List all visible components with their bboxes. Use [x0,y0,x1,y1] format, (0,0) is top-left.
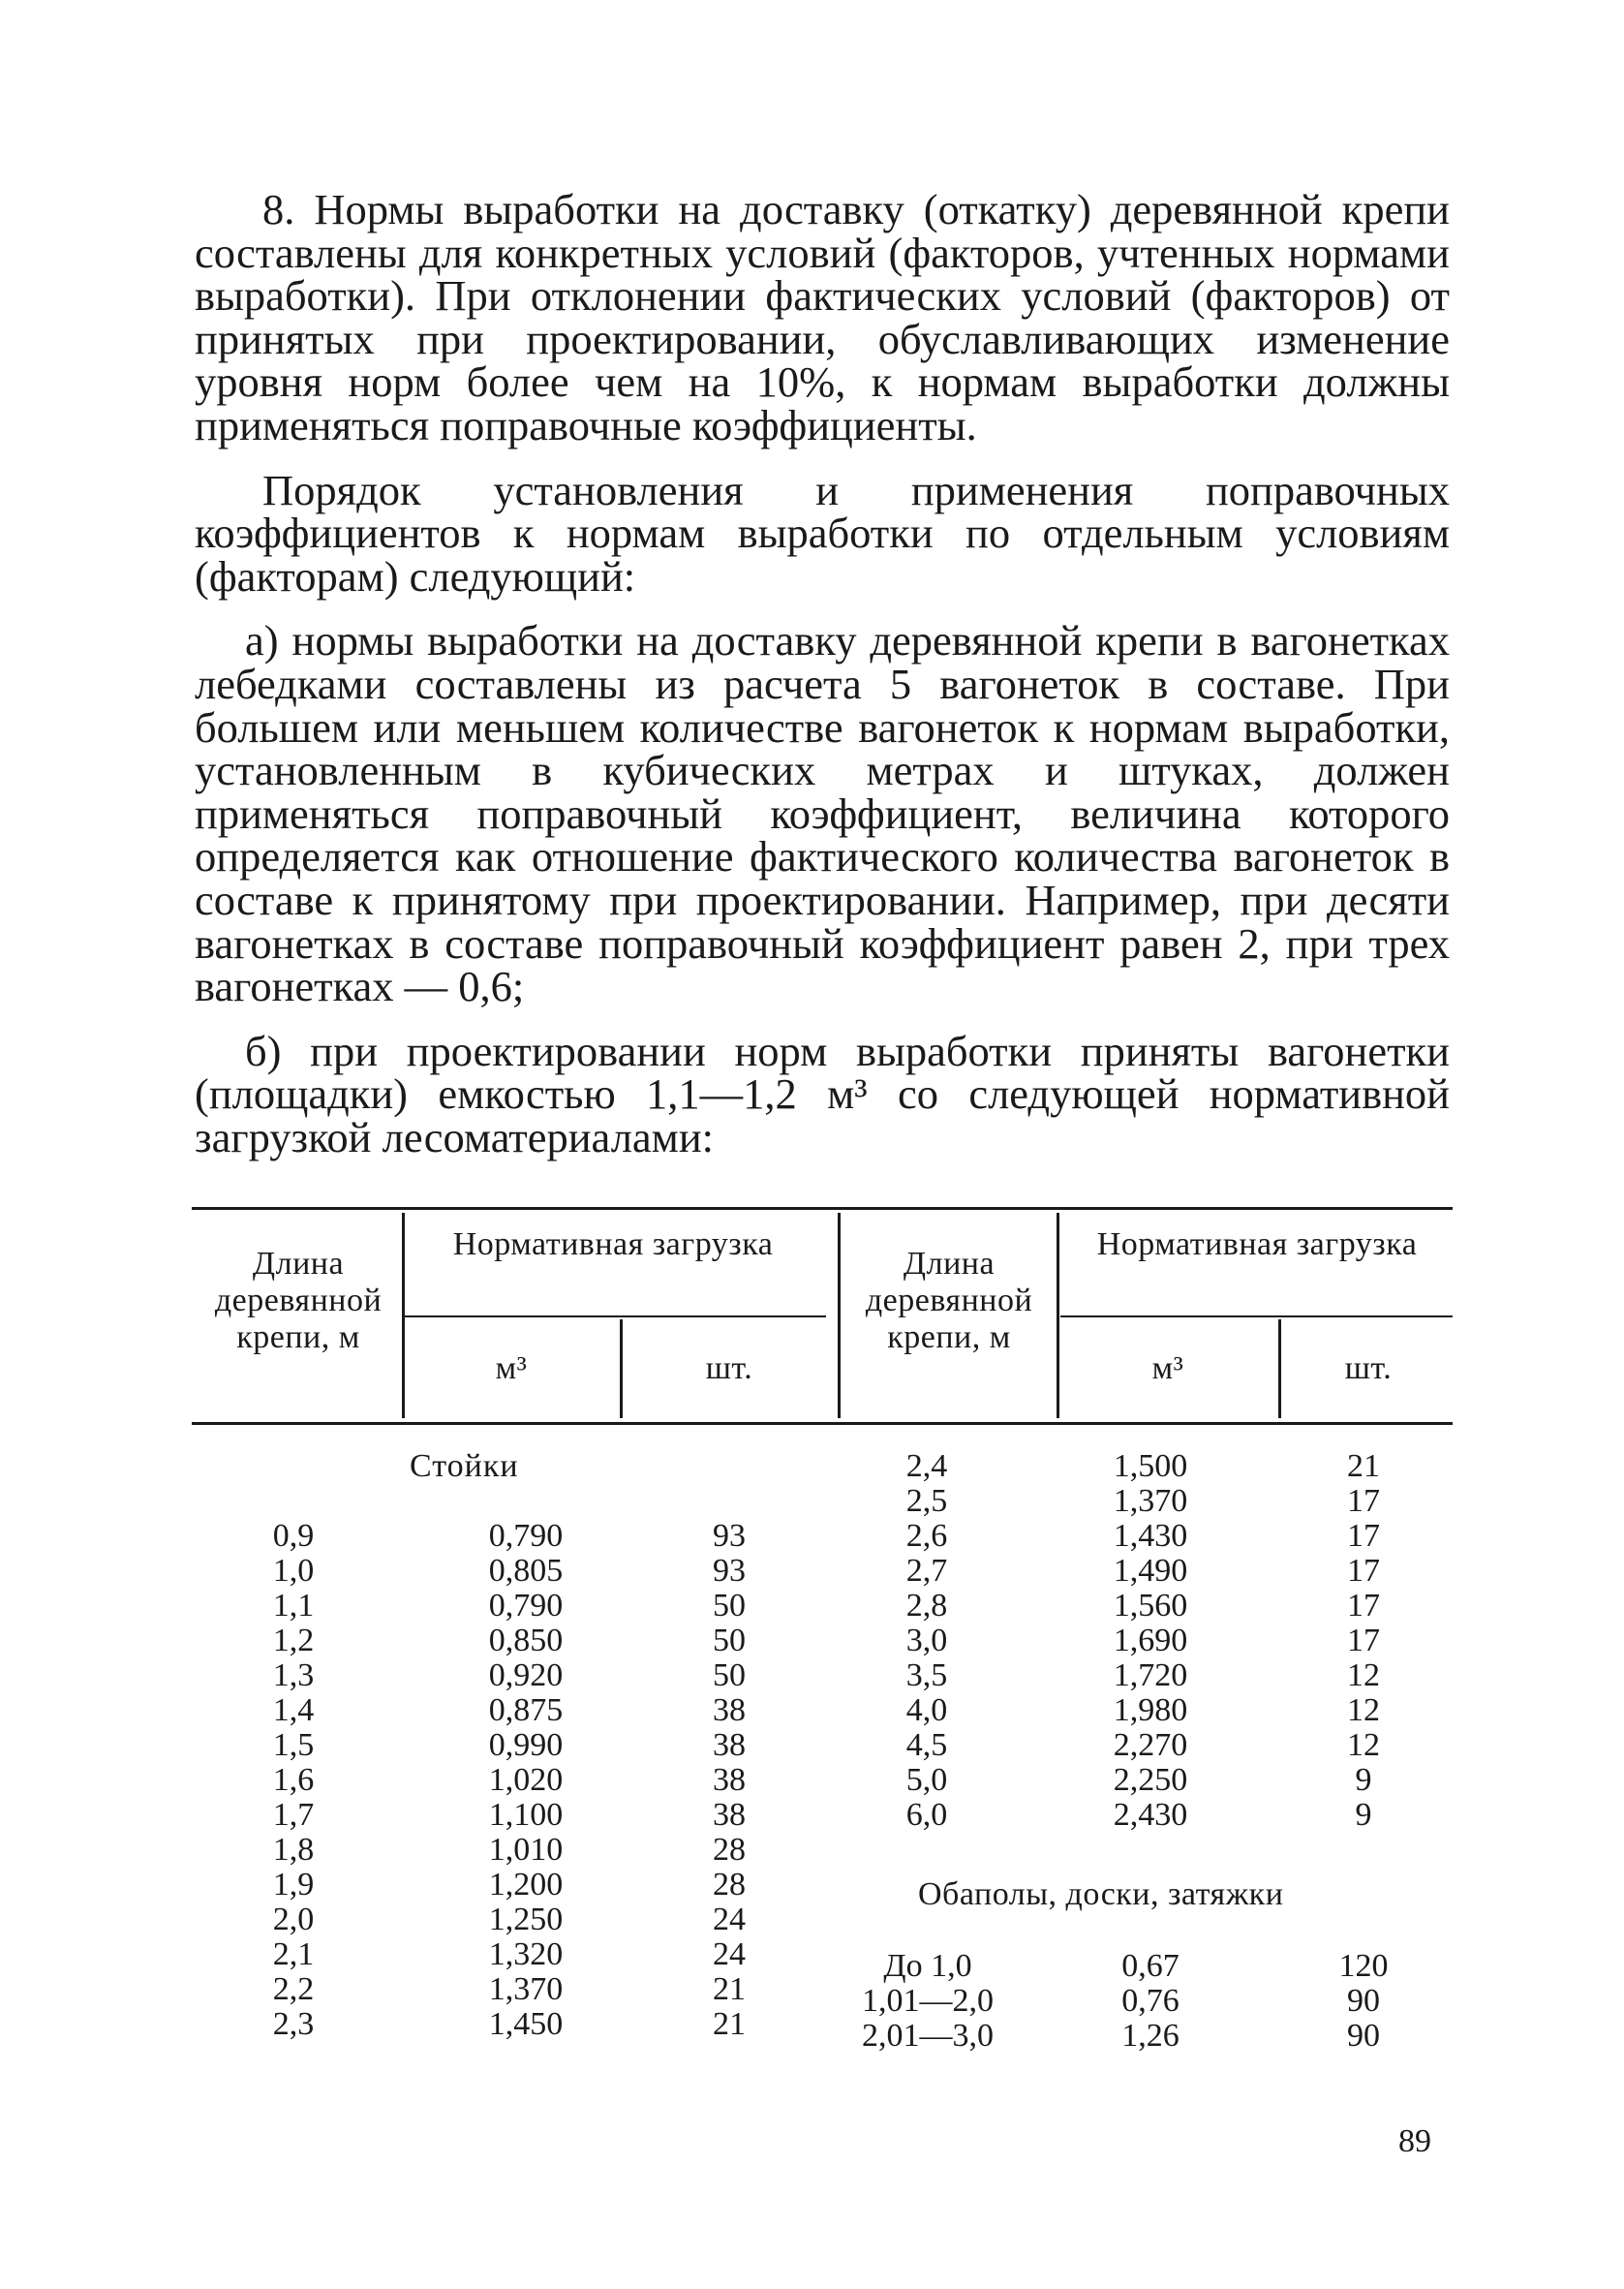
table-cell: 90 [1347,1983,1380,2019]
table-cell: 0,76 [1121,1983,1180,2019]
table-cell: 2,270 [1113,1727,1188,1763]
table-cell: 1,100 [488,1797,564,1833]
header-length-left: Длина деревянной крепи, м [214,1246,383,1355]
table-cell: 0,920 [488,1657,564,1693]
table-cell: 120 [1338,1948,1389,1984]
body-text [195,185,1450,1161]
table-cell: 1,8 [272,1832,315,1868]
table-cell: 0,805 [488,1553,564,1589]
table-cell: 0,9 [272,1518,315,1554]
table-cell: До 1,0 [883,1948,972,1984]
table-cell: 12 [1347,1727,1380,1763]
left-length-column [240,1519,347,2042]
table-cell: 2,430 [1113,1797,1188,1833]
header-norm-load-left: Нормативная загрузка [452,1226,774,1262]
table-cell: 0,790 [488,1518,564,1554]
table-cell: 1,430 [1113,1518,1188,1554]
table-cell: 1,370 [1113,1483,1188,1519]
table-cell: 5,0 [905,1762,948,1798]
table-cell: 50 [713,1657,746,1693]
table-cell: 0,850 [488,1623,564,1658]
divider-3 [838,1213,841,1418]
table-cell: 12 [1347,1692,1380,1728]
table-cell: 2,250 [1113,1762,1188,1798]
table-cell: 4,0 [905,1692,948,1728]
table-cell: 90 [1347,2018,1380,2054]
table-cell: 1,250 [488,1902,564,1937]
obapoly-length-column [841,1949,1015,2054]
table-cell: 6,0 [905,1797,948,1833]
table-cell: 28 [713,1832,746,1868]
table-cell: 1,690 [1113,1623,1188,1658]
table-cell: 12 [1347,1657,1380,1693]
table-cell: 2,01—3,0 [862,2018,994,2054]
table-cell: 1,010 [488,1832,564,1868]
table-cell: 0,790 [488,1588,564,1624]
table-cell: 24 [713,1936,746,1972]
table-cell: 1,5 [272,1727,315,1763]
table-cell: 2,6 [905,1518,948,1554]
table-cell: 38 [713,1727,746,1763]
table-cell: 1,720 [1113,1657,1188,1693]
table-cell: 1,01—2,0 [862,1983,994,2019]
table-cell: 2,4 [905,1448,948,1484]
table-cell: 21 [713,2006,746,2042]
table-cell: 50 [713,1588,746,1624]
table-cell: 1,0 [272,1553,315,1589]
header-m3-right: м³ [1151,1350,1184,1386]
divider-2 [620,1319,623,1418]
paragraph-8: 8. Нормы выработки на доставку (откатку) деревянной крепи составлены для конкретных условий (факторов, учтенных нормами выработки). При отклонении фактических условий (факторов) от принятых при проектировании, обуславливающих изменение уровня норм более чем на 10%, к нормам выработки должны применяться поправочные коэффициенты. [195,185,1450,449]
table-cell: 3,0 [905,1623,948,1658]
table-cell: 50 [713,1623,746,1658]
table-cell: 4,5 [905,1727,948,1763]
table-cell: 17 [1347,1518,1380,1554]
paragraph-a: а) нормы выработки на доставку деревянной крепи в вагонетках лебедками составлены из расчета 5 вагонеток в составе. При большем или меньшем количестве вагонеток к нормам выработки, установленным в кубических метрах и штуках, должен применяться поправочный коэффициент, величина которого определяется как отношение фактического количества вагонеток в составе к принятому при проектировании. Например, при десяти вагонетках в составе поправочный коэффициент равен 2, при трех вагонетках — 0,6; [195,616,1450,1011]
right-m3-column [1088,1449,1213,1833]
table-cell: 17 [1347,1588,1380,1624]
table-cell: 28 [713,1867,746,1902]
table-cell: 1,9 [272,1867,315,1902]
divider-1 [402,1213,405,1418]
table-cell: 0,875 [488,1692,564,1728]
table-cell: 1,3 [272,1657,315,1693]
table-cell: 17 [1347,1483,1380,1519]
table-cell: 1,370 [488,1971,564,2007]
divider-4 [1057,1213,1059,1418]
table-cell: 1,26 [1121,2018,1180,2054]
header-norm-load-right: Нормативная загрузка [1096,1226,1418,1262]
table-cell: 2,3 [272,2006,315,2042]
table-cell: 93 [713,1553,746,1589]
table-cell: 0,67 [1121,1948,1180,1984]
table-cell: 38 [713,1692,746,1728]
table-cell: 1,6 [272,1762,315,1798]
table-cell: 1,980 [1113,1692,1188,1728]
table-cell: 2,2 [272,1971,315,2007]
left-subheader-rule [405,1315,826,1317]
divider-5 [1278,1319,1281,1418]
table-cell: 1,450 [488,2006,564,2042]
obapoly-m3-column [1088,1949,1213,2054]
table-cell: 9 [1355,1797,1372,1833]
header-pcs-left: шт. [705,1350,753,1386]
section-obapoly: Обаполы, доски, затяжки [918,1876,1284,1912]
table-cell: 21 [713,1971,746,2007]
table-cell: 1,2 [272,1623,315,1658]
table-cell: 9 [1355,1762,1372,1798]
paragraph-order: Порядок установления и применения поправочных коэффициентов к нормам выработки по отдельным условиям (факторам) следующий: [195,465,1450,601]
table-cell: 2,0 [272,1902,315,1937]
table-cell: 2,5 [905,1483,948,1519]
table-cell: 38 [713,1797,746,1833]
table-cell: 21 [1347,1448,1380,1484]
table-cell: 1,490 [1113,1553,1188,1589]
table-cell: 1,020 [488,1762,564,1798]
norms-table [192,1207,1453,2059]
right-pcs-column [1330,1449,1397,1833]
table-top-rule [192,1207,1453,1210]
table-cell: 38 [713,1762,746,1798]
header-pcs-right: шт. [1344,1350,1393,1386]
right-length-column [873,1449,980,1833]
table-cell: 1,320 [488,1936,564,1972]
table-cell: 93 [713,1518,746,1554]
table-cell: 17 [1347,1553,1380,1589]
left-pcs-column [695,1519,763,2042]
table-cell: 0,990 [488,1727,564,1763]
header-length-right: Длина деревянной крепи, м [865,1246,1033,1355]
section-stoiki: Стойки [410,1448,519,1484]
table-cell: 2,8 [905,1588,948,1624]
left-m3-column [463,1519,589,2042]
table-header-bottom-rule [192,1422,1453,1425]
table-cell: 1,500 [1113,1448,1188,1484]
header-m3-left: м³ [495,1350,528,1386]
table-cell: 17 [1347,1623,1380,1658]
table-cell: 1,1 [272,1588,315,1624]
table-cell: 2,1 [272,1936,315,1972]
table-cell: 3,5 [905,1657,948,1693]
table-cell: 2,7 [905,1553,948,1589]
paragraph-b: б) при проектировании норм выработки приняты вагонетки (площадки) емкостью 1,1—1,2 м³ со следующей нормативной загрузкой лесоматериалами: [195,1026,1450,1161]
table-cell: 1,560 [1113,1588,1188,1624]
table-cell: 1,4 [272,1692,315,1728]
table-cell: 1,200 [488,1867,564,1902]
right-subheader-rule [1060,1315,1453,1317]
page-number: 89 [1398,2123,1431,2159]
table-cell: 24 [713,1902,746,1937]
obapoly-pcs-column [1330,1949,1397,2054]
table-cell: 1,7 [272,1797,315,1833]
